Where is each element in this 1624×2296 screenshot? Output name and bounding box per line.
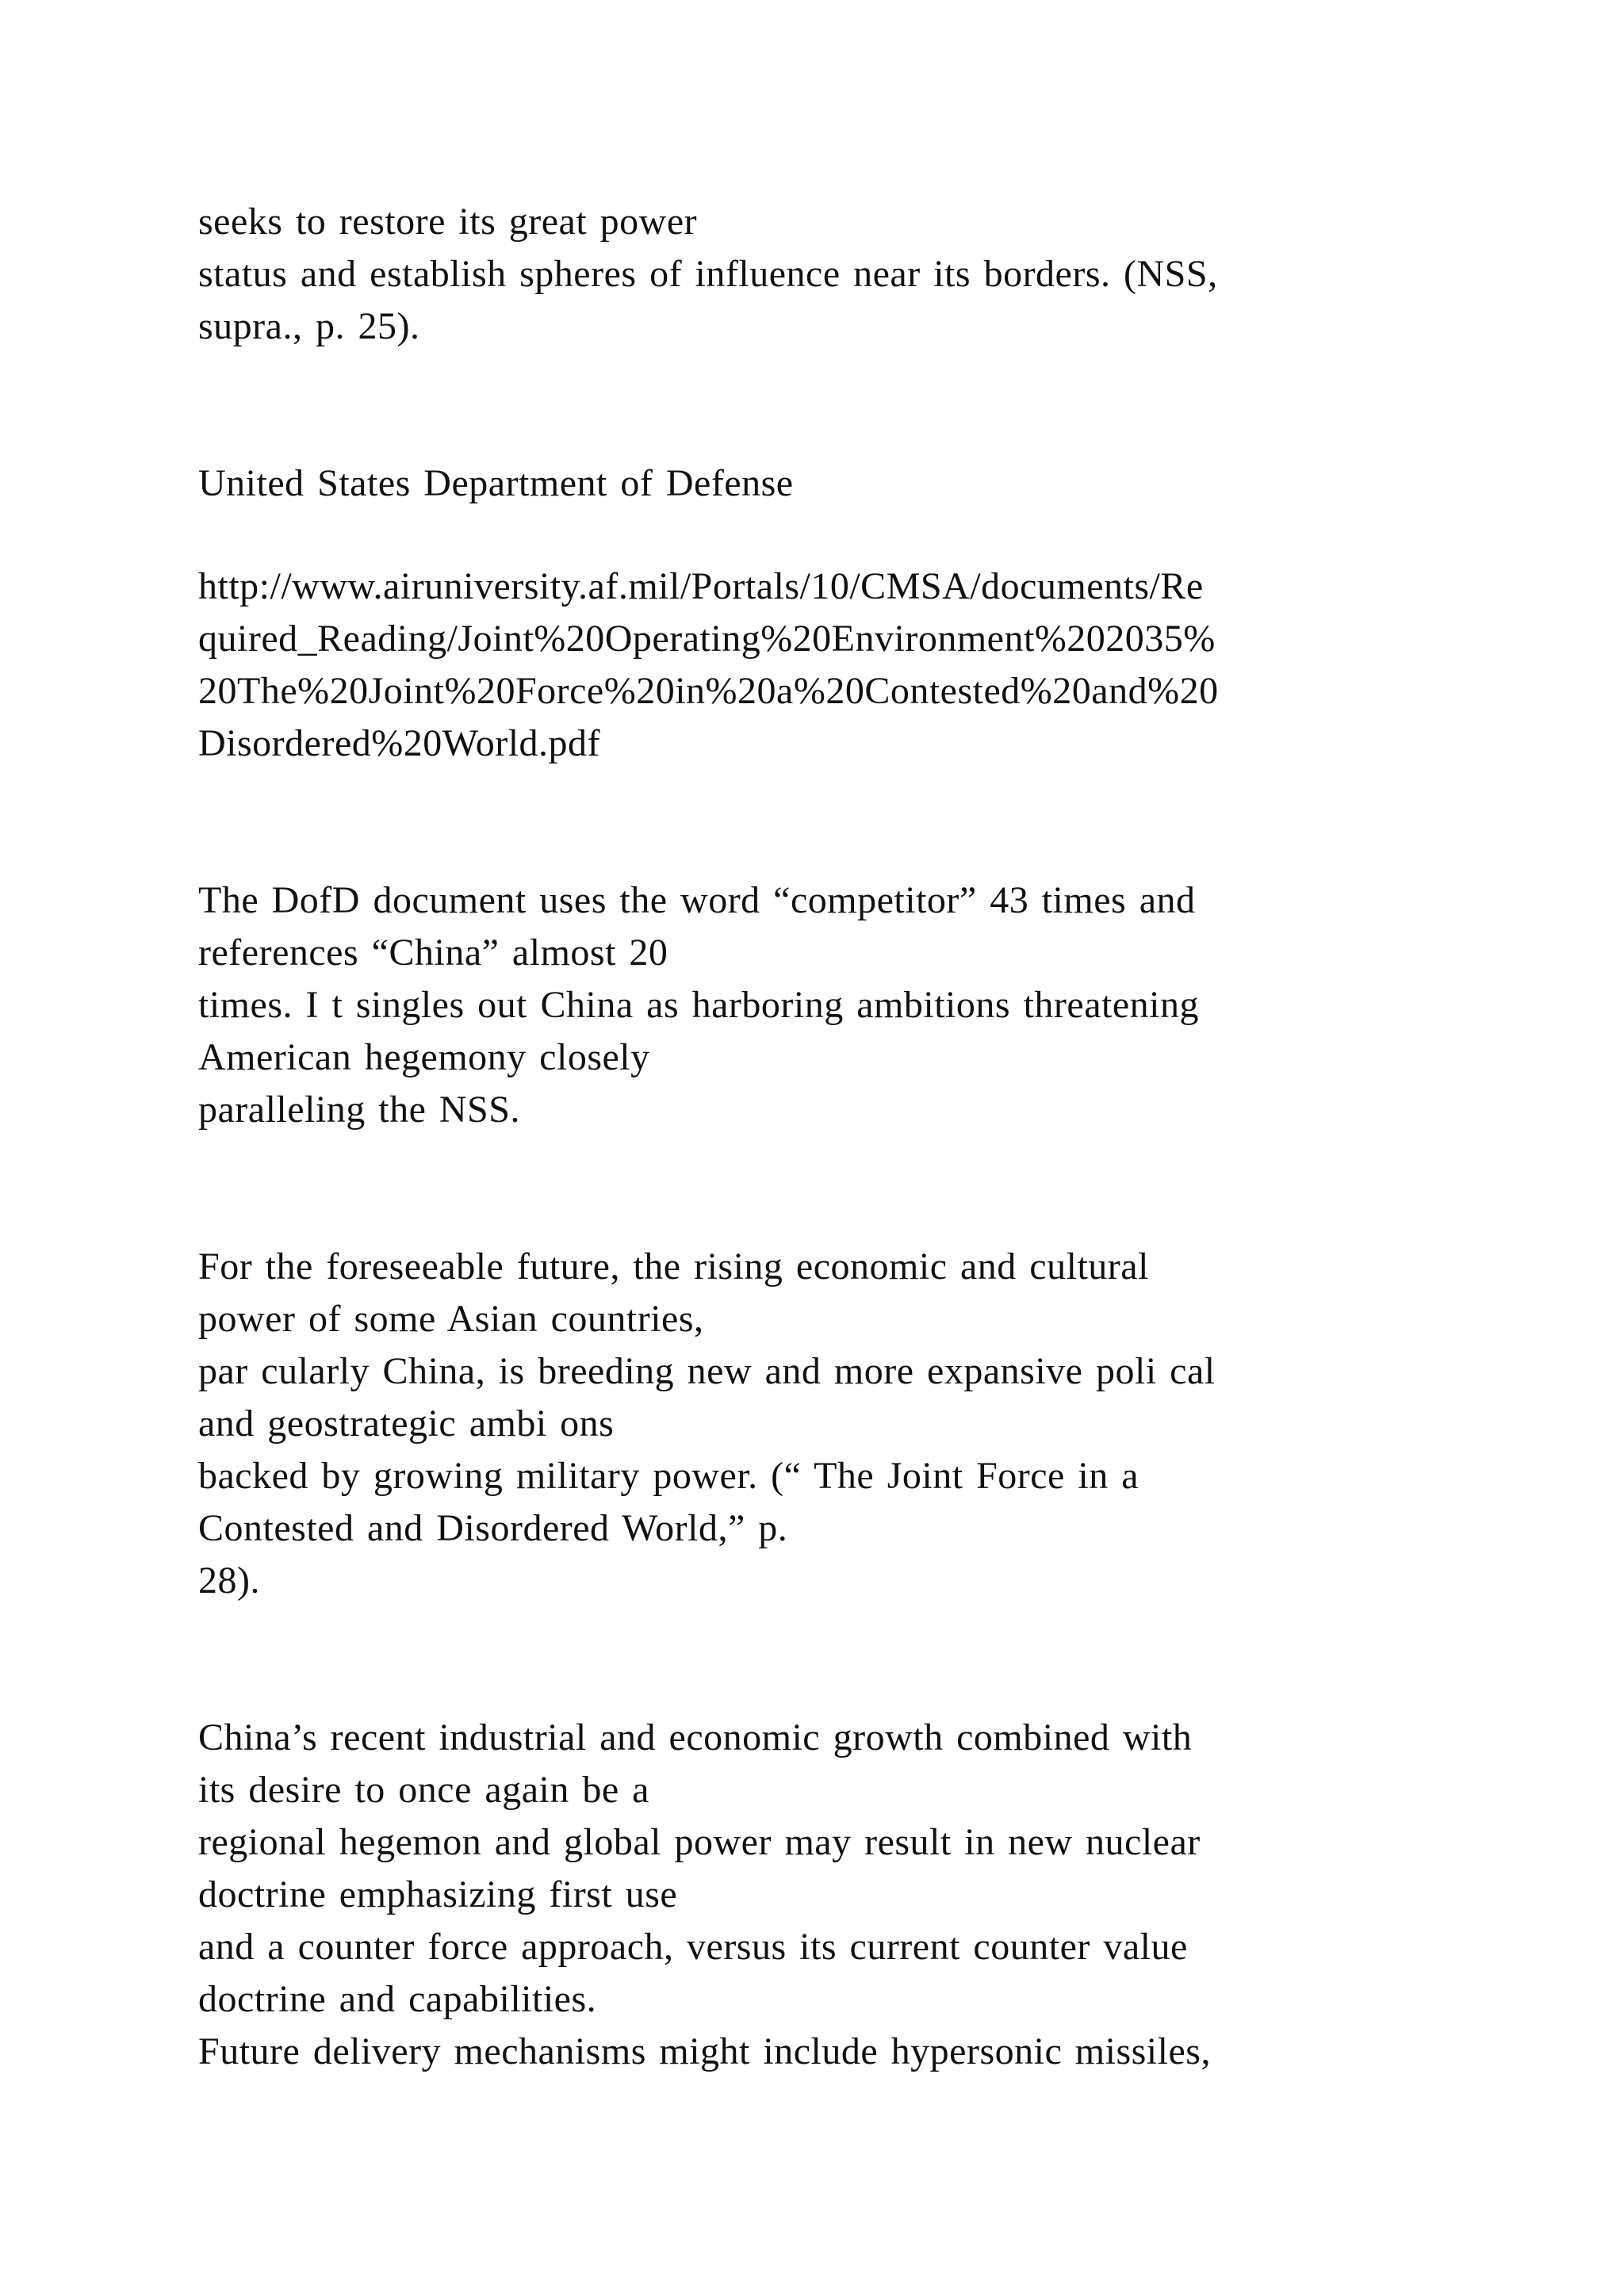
text-line: Contested and Disordered World,” p. xyxy=(198,1507,788,1549)
url-line: quired_Reading/Joint%20Operating%20Environment%202035% xyxy=(198,618,1216,660)
text-line: China’s recent industrial and economic growth combined with xyxy=(198,1716,1193,1758)
text-line: For the foreseeable future, the rising economic and cultural xyxy=(198,1246,1149,1288)
text-line: its desire to once again be a xyxy=(198,1769,649,1811)
text-line: power of some Asian countries, xyxy=(198,1298,704,1340)
url-line: 20The%20Joint%20Force%20in%20a%20Contested%20and%20 xyxy=(198,670,1219,712)
text-line: supra., p. 25). xyxy=(198,305,420,347)
text-line: American hegemony closely xyxy=(198,1036,650,1078)
text-line: and a counter force approach, versus its current counter value xyxy=(198,1926,1188,1968)
text-line: regional hegemon and global power may result in new nuclear xyxy=(198,1821,1201,1863)
text-line: backed by growing military power. (“ The Joint Force in a xyxy=(198,1455,1139,1497)
text-line: times. I t singles out China as harboring ambitions threatening xyxy=(198,984,1199,1026)
text-line: references “China” almost 20 xyxy=(198,932,668,974)
text-line: Future delivery mechanisms might include hypersonic missiles, xyxy=(198,2030,1211,2072)
text-line: doctrine and capabilities. xyxy=(198,1978,597,2020)
text-line: and geostrategic ambi ons xyxy=(198,1402,615,1445)
text-line: paralleling the NSS. xyxy=(198,1089,520,1131)
text-line: 28). xyxy=(198,1559,260,1601)
text-line: par cularly China, is breeding new and more expansive poli cal xyxy=(198,1350,1216,1392)
url-line: http://www.airuniversity.af.mil/Portals/10/CMSA/documents/Re xyxy=(198,565,1204,607)
text-line: United States Department of Defense xyxy=(198,462,794,504)
text-line: doctrine emphasizing first use xyxy=(198,1873,678,1915)
text-line: The DofD document uses the word “competitor” 43 times and xyxy=(198,879,1196,921)
text-line: seeks to restore its great power xyxy=(198,201,698,243)
url-line: Disordered%20World.pdf xyxy=(198,722,601,764)
text-line: status and establish spheres of influence near its borders. (NSS, xyxy=(198,253,1218,295)
